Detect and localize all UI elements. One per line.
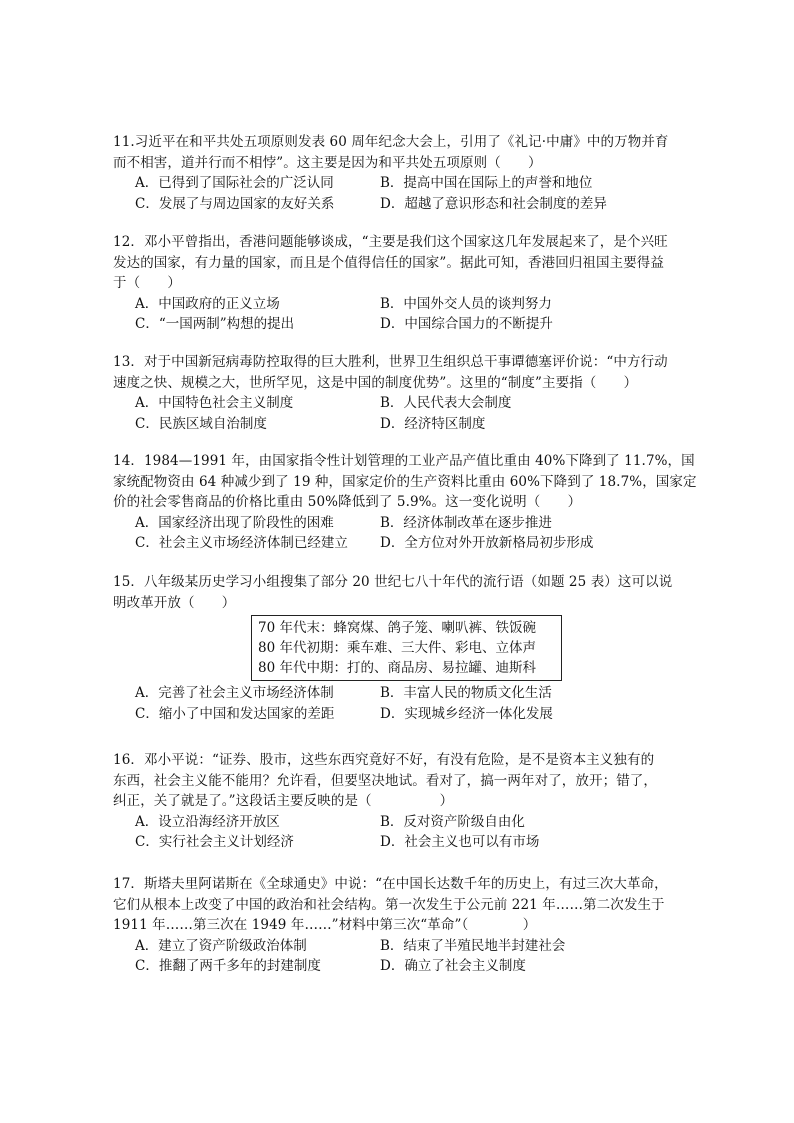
option-c: C．推翻了两千多年的封建制度 bbox=[135, 958, 321, 974]
option-a: A．国家经济出现了阶段性的困难 bbox=[135, 514, 334, 531]
option-b: B．中国外交人员的谈判努力 bbox=[380, 295, 552, 312]
option-d: D．社会主义也可以有市场 bbox=[380, 834, 540, 850]
option-b: B．提高中国在国际上的声誉和地位 bbox=[380, 175, 593, 191]
question-stem-line: 14．1984—1991 年，由国家指令性计划管理的工业产品产值比重由 40%下降到了 11.7%，国 bbox=[113, 453, 695, 469]
option-d: D．全方位对外开放新格局初步形成 bbox=[380, 535, 594, 551]
options-grid bbox=[135, 683, 688, 724]
options-grid bbox=[135, 173, 688, 214]
question-stem-line: 11.习近平在和平共处五项原则发表 60 周年纪念大会上，引用了《礼记·中庸》中的万物并育 bbox=[113, 134, 669, 150]
option-a: A．设立沿海经济开放区 bbox=[135, 813, 280, 830]
option-c: C．“一国两制”构想的提出 bbox=[135, 316, 295, 332]
question-stem-line: 纠正，关了就是了。”这段话主要反映的是（ ） bbox=[113, 793, 454, 809]
option-a: A．中国政府的正义立场 bbox=[135, 295, 280, 312]
question-stem-line: 明改革开放（ ） bbox=[113, 594, 236, 611]
question-stem-line: 家统配物资由 64 种减少到了 19 种，国家定价的生产资料比重由 60%下降到了 18.7%，国家定 bbox=[113, 473, 697, 490]
options-grid bbox=[135, 393, 688, 434]
option-a: A．建立了资产阶级政治体制 bbox=[135, 937, 307, 954]
question-15 bbox=[113, 572, 688, 724]
question-stem-line: 12．邓小平曾指出，香港问题能够谈成，“主要是我们这个国家这几年发展起来了，是个兴旺 bbox=[113, 234, 668, 250]
option-d: D．中国综合国力的不断提升 bbox=[380, 316, 553, 332]
option-b: B．结束了半殖民地半封建社会 bbox=[380, 937, 566, 954]
question-stem-line: 价的社会零售商品的价格比重由 50%降低到了 5.9%。这一变化说明（ ） bbox=[113, 494, 582, 510]
slogan-table bbox=[251, 615, 562, 681]
option-c: C．发展了与周边国家的友好关系 bbox=[135, 195, 335, 212]
question-stem-line: 17．斯塔夫里阿诺斯在《全球通史》中说：“在中国长达数千年的历史上，有过三次大革命， bbox=[113, 876, 668, 892]
table-row: 70 年代末：蜂窝煤、鸽子笼、喇叭裤、铁饭碗 bbox=[258, 620, 536, 636]
option-c: C．社会主义市场经济体制已经建立 bbox=[135, 535, 348, 551]
question-11 bbox=[113, 132, 688, 214]
option-a: A．完善了社会主义市场经济体制 bbox=[135, 685, 334, 701]
question-stem-line: 于（ ） bbox=[113, 275, 181, 291]
question-stem-line: 速度之快、规模之大，世所罕见，这是中国的制度优势”。这里的“制度”主要指（ ） bbox=[113, 374, 638, 391]
question-14 bbox=[113, 451, 697, 554]
option-d: D．超越了意识形态和社会制度的差异 bbox=[380, 195, 607, 212]
question-stem-line: 它们从根本上改变了中国的政治和社会结构。第一次发生于公元前 221 年……第二次发生于 bbox=[113, 896, 665, 913]
option-b: B．经济体制改革在逐步推进 bbox=[380, 514, 552, 531]
options-grid bbox=[135, 936, 688, 977]
question-stem-line: 16．邓小平说：“证券、股市，这些东西究竟好不好，有没有危险，是不是资本主义独有的 bbox=[113, 752, 655, 768]
option-b: B．反对资产阶级自由化 bbox=[380, 813, 525, 830]
options-grid bbox=[135, 513, 688, 554]
option-d: D．确立了社会主义制度 bbox=[380, 958, 526, 974]
option-a: A．中国特色社会主义制度 bbox=[135, 395, 294, 411]
question-stem-line: 发达的国家，有力量的国家，而且是个值得信任的国家”。据此可知，香港回归祖国主要得益 bbox=[113, 254, 664, 271]
question-16 bbox=[113, 750, 688, 853]
table-row: 80 年代初期：乘车难、三大件、彩电、立体声 bbox=[258, 640, 536, 656]
option-b: B．人民代表大会制度 bbox=[380, 395, 512, 411]
table-row: 80 年代中期：打的、商品房、易拉罐、迪斯科 bbox=[258, 660, 536, 676]
option-d: D．经济特区制度 bbox=[380, 415, 486, 432]
question-stem-line: 15．八年级某历史学习小组搜集了部分 20 世纪七八十年代的流行语（如题 25 表）这可以说 bbox=[113, 574, 673, 590]
question-stem-line: 而不相害，道并行而不相悖”。这主要是因为和平共处五项原则（ ） bbox=[113, 154, 542, 171]
question-17 bbox=[113, 874, 688, 977]
question-12 bbox=[113, 232, 688, 335]
option-c: C．实行社会主义计划经济 bbox=[135, 834, 294, 850]
options-grid bbox=[135, 812, 688, 853]
options-grid bbox=[135, 294, 688, 335]
option-d: D．实现城乡经济一体化发展 bbox=[380, 705, 553, 722]
option-c: C．缩小了中国和发达国家的差距 bbox=[135, 705, 335, 722]
option-a: A．已得到了国际社会的广泛认同 bbox=[135, 175, 334, 191]
question-stem-line: 13．对于中国新冠病毒防控取得的巨大胜利，世界卫生组织总干事谭德塞评价说：“中方行动 bbox=[113, 354, 668, 370]
question-stem-line: 东西，社会主义能不能用？允许看，但要坚决地试。看对了，搞一两年对了，放开；错了， bbox=[113, 772, 657, 789]
question-13 bbox=[113, 352, 688, 434]
option-b: B．丰富人民的物质文化生活 bbox=[380, 685, 552, 701]
option-c: C．民族区域自治制度 bbox=[135, 415, 267, 432]
question-stem-line: 1911 年……第三次在 1949 年……”材料中第三次“革命”（ ） bbox=[113, 917, 537, 933]
